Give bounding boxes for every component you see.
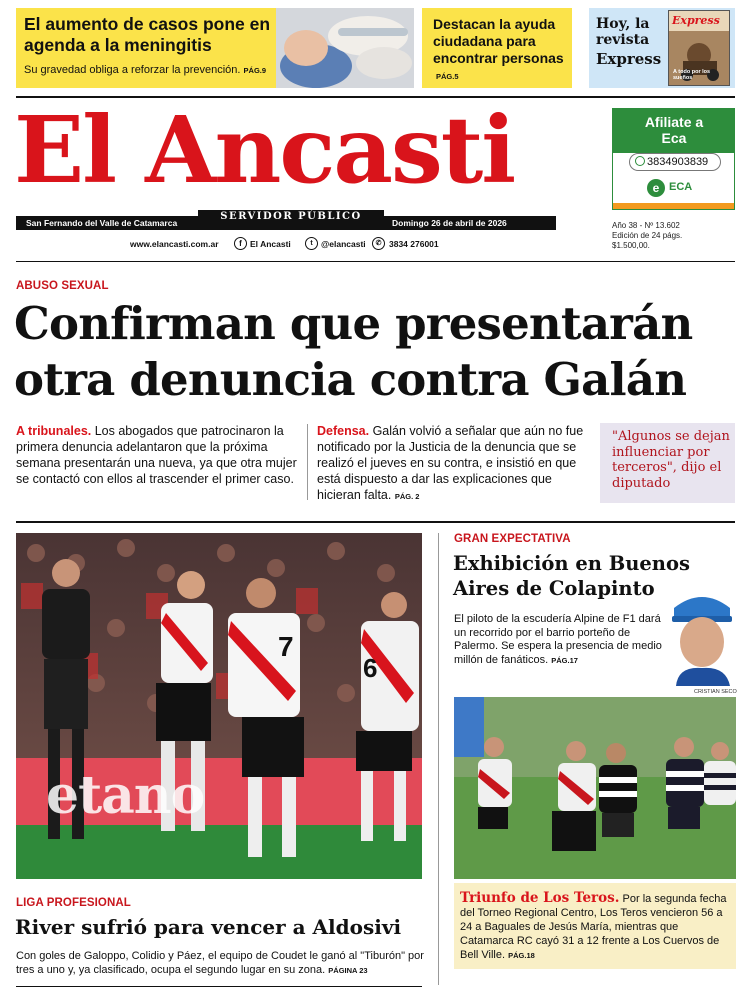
sports-page: PÁGINA 23 bbox=[328, 966, 368, 975]
column-divider bbox=[438, 533, 439, 985]
top-strip-right-brand: Express bbox=[596, 50, 662, 68]
colapinto-headline[interactable]: Exhibición en Buenos Aires de Colapinto bbox=[453, 552, 690, 600]
top-strip-middle-page: PÁG.5 bbox=[436, 72, 459, 81]
colapinto-photo[interactable] bbox=[668, 588, 736, 686]
lead-col1-lead: A tribunales. bbox=[16, 424, 92, 438]
top-strip-right-text: Hoy, la revista bbox=[596, 16, 650, 48]
facebook-link[interactable]: El Ancasti bbox=[250, 239, 291, 249]
website-link[interactable]: www.elancasti.com.ar bbox=[130, 239, 219, 249]
rugby-page: PÁG.18 bbox=[508, 951, 535, 960]
masthead-contacts bbox=[130, 237, 560, 251]
colapinto-body-text: El piloto de la escudería Alpine de F1 dará un recorrido por el barrio porteño de Palermo. Se espera la presencia de medio millón de fanáticos. bbox=[454, 613, 662, 666]
top-strip-left-page: PÁG.9 bbox=[243, 66, 267, 75]
masthead-title[interactable]: El Ancasti bbox=[14, 96, 515, 204]
sports-headline[interactable]: River sufrió para vencer a Aldosivi bbox=[15, 915, 402, 939]
eca-footer-bar bbox=[613, 203, 734, 209]
meningitis-photo bbox=[276, 8, 414, 88]
edition-price: $1.500,00. bbox=[612, 241, 650, 250]
edition-info bbox=[612, 221, 682, 251]
masthead-rule bbox=[16, 261, 735, 262]
eca-logo-text: ECA bbox=[669, 181, 693, 193]
top-strip bbox=[16, 8, 735, 90]
rugby-caption bbox=[460, 891, 732, 963]
lead-col2-body: Galán volvió a señalar que aún no fue notificado por la Justicia de la denuncia que se realizó el jueves en su contra, e insistió en que está dispuesto a dar las explicaciones que hicieran falta. bbox=[317, 424, 584, 502]
masthead-tagline: SERVIDOR PÚBLICO bbox=[220, 211, 362, 222]
sports-bottom-rule bbox=[16, 986, 422, 987]
eca-phone-icon bbox=[635, 156, 645, 166]
top-strip-left-sub-text: Su gravedad obliga a reforzar la prevención. bbox=[24, 64, 241, 76]
edition-pages: Edición de 24 págs. bbox=[612, 231, 683, 240]
colapinto-body bbox=[454, 613, 662, 667]
top-strip-left-title: El aumento de casos pone en agenda a la meningitis bbox=[24, 14, 271, 55]
phone-link[interactable]: 3834 276001 bbox=[389, 239, 439, 249]
magazine-logo: Express bbox=[672, 14, 720, 27]
masthead-date: Domingo 26 de abril de 2026 bbox=[392, 218, 507, 228]
sports-body-text: Con goles de Galoppo, Colidio y Páez, el equipo de Coudet le ganó al "Tiburón" por tres a uno y, ya clasificado, ocupa el segundo lugar en su zona. bbox=[16, 950, 424, 976]
lead-col2 bbox=[317, 423, 587, 505]
lead-bottom-rule bbox=[16, 521, 735, 523]
lead-col1-body: Los abogados que patrocinaron la primera denuncia adelantaron que la próxima semana presentarán una nueva, ya que otra mujer se contactó con ellos al trascender el primer caso. bbox=[16, 424, 297, 486]
rugby-body: Por la segunda fecha del Torneo Regional Centro, Los Teros vencieron 56 a 24 a Baguales de Jesús María, mientras que Catamarca RC cayó 31 a 12 frente a Los Cuervos de Bell Ville. bbox=[460, 893, 727, 961]
twitter-link[interactable]: @elancasti bbox=[321, 239, 366, 249]
top-strip-middle-title: Destacan la ayuda ciudadana para encontrar personas bbox=[433, 16, 564, 66]
eca-phone-pill[interactable] bbox=[629, 153, 721, 171]
lead-col2-lead: Defensa. bbox=[317, 424, 370, 438]
lead-col2-page: PÁG. 2 bbox=[394, 492, 420, 501]
edition-number: Año 38 - Nº 13.602 bbox=[612, 221, 680, 230]
lead-quote: "Algunos se dejan influenciar por terceros", dijo el diputado bbox=[612, 429, 730, 491]
sports-body bbox=[16, 949, 426, 978]
facebook-icon: f bbox=[234, 237, 247, 250]
magazine-caption: A todo por los sueños bbox=[673, 69, 711, 81]
colapinto-credit: CRISTIAN SECO bbox=[694, 689, 737, 695]
colapinto-kicker: GRAN EXPECTATIVA bbox=[454, 533, 571, 545]
river-banner-text: etano bbox=[46, 765, 205, 826]
jersey-number-1: 7 bbox=[278, 631, 294, 662]
sports-kicker: LIGA PROFESIONAL bbox=[16, 897, 131, 909]
lead-kicker: ABUSO SEXUAL bbox=[16, 280, 109, 292]
river-photo[interactable] bbox=[16, 533, 422, 879]
whatsapp-icon: ✆ bbox=[372, 237, 385, 250]
eca-box[interactable] bbox=[612, 108, 735, 210]
top-strip-left-subtitle bbox=[24, 64, 284, 77]
jersey-number-2: 6 bbox=[363, 653, 378, 683]
eca-logo-icon: e bbox=[647, 179, 665, 197]
magazine-cover[interactable] bbox=[668, 10, 730, 86]
lead-headline[interactable]: Confirman que presentarán otra denuncia contra Galán bbox=[14, 297, 693, 406]
masthead-location: San Fernando del Valle de Catamarca bbox=[26, 218, 178, 228]
rugby-photo[interactable] bbox=[454, 697, 736, 879]
twitter-icon: t bbox=[305, 237, 318, 250]
eca-title: Afiliate a Eca bbox=[644, 114, 704, 146]
eca-phone: 3834903839 bbox=[647, 156, 709, 168]
lead-column-divider bbox=[307, 424, 308, 500]
rugby-lead: Triunfo de Los Teros. bbox=[460, 890, 620, 906]
colapinto-page: PÁG.17 bbox=[551, 655, 578, 665]
lead-col1 bbox=[16, 423, 298, 487]
